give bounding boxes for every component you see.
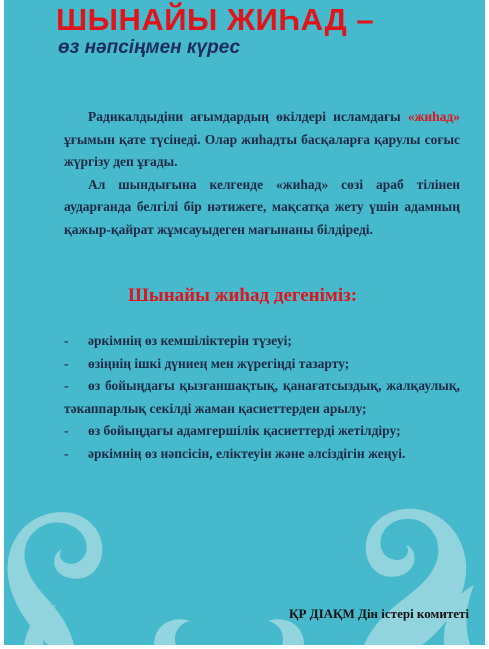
intro-text [64,106,460,241]
page-subtitle: өз нәпсіңмен күрес [58,37,241,58]
intro-p1-start: Радикалдыдіни ағымдардың өкілдері исламдағы [88,109,401,124]
list-item [64,420,460,443]
list-dash: - [64,423,69,438]
list-item-text: өз бойыңдағы қызғаншақтық, қанағатсыздық, жалқаулық, тәкаппарлық секілді жаман қасиеттерден арылу; [64,378,460,416]
list-item [64,353,460,376]
poster [4,0,485,645]
intro-p1-end: ұғымын қате түсінеді. Олар жиһадты басқаларға қарулы соғыс жүргізу деп ұғады. [64,131,460,169]
list-dash: - [64,333,69,348]
footer-credit: ҚР ДІАҚМ Дін істері комитеті [289,606,469,621]
list-dash: - [64,355,69,371]
list-dash: - [64,378,69,393]
page-title: ШЫНАЙЫ ЖИҺАД – [56,2,375,37]
intro-paragraph-1 [64,106,460,174]
jihad-list [64,330,460,465]
jihad-quote: «жиһад» [407,109,460,124]
list-item-text: өзіңнің ішкі дүниең мен жүрегіңді тазарту; [88,355,350,371]
list-item [64,375,460,420]
list-item [64,443,460,466]
list-item [64,330,460,353]
list-item-text: әркімнің өз кемшіліктерін түзеуі; [88,333,292,348]
list-dash: - [64,445,69,461]
intro-paragraph-2: Ал шындығына келгенде «жиһад» сөзі араб тілінен аударғанда белгілі бір нәтижеге, мақсатқа жету үшін адамның қажыр-қайрат жұмсауыдеген мағынаны білдіреді. [64,176,460,237]
section-heading: Шынайы жиһад дегеніміз: [128,285,358,306]
list-item-text: өз бойыңдағы адамгершілік қасиеттерді жетілдіру; [88,423,401,438]
list-item-text: әркімнің өз нәпсісін, еліктеуін және әлсіздігін жеңуі. [88,445,406,461]
